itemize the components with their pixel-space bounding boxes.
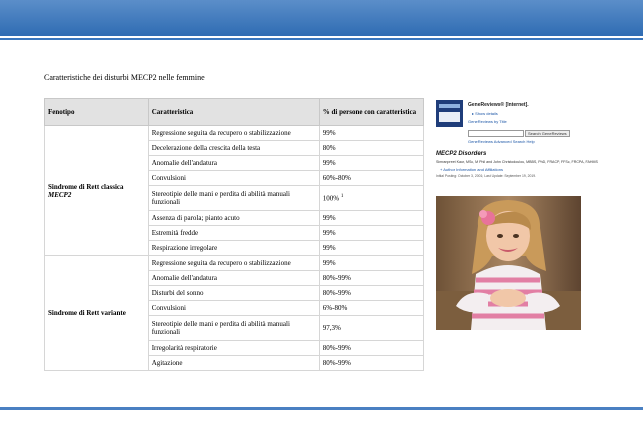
pct-cell: 80%-99% [319,341,423,356]
top-banner [0,0,643,36]
genereviews-title: GeneReviews® [Internet]. [468,102,529,108]
group-gene: MECP2 [48,190,72,199]
pct-cell: 99% [319,156,423,171]
pct-cell: 99% [319,241,423,256]
header-fenotipo: Fenotipo [45,99,149,126]
table-header-row [45,99,424,126]
pct-cell: 99% [319,226,423,241]
feature-cell: Agitazione [148,356,319,371]
feature-cell: Irregolarità respiratorie [148,341,319,356]
posting-dates: Initial Posting: October 3, 2001; Last Update: September 19, 2019. [436,174,537,178]
help-link[interactable]: Help [526,139,535,144]
pct-cell: 99% [319,256,423,271]
feature-cell: Anomalie dell'andatura [148,271,319,286]
feature-cell: Disturbi del sonno [148,286,319,301]
table-row [45,126,424,141]
feature-cell: Regressione seguita da recupero o stabilizzazione [148,126,319,141]
top-divider [0,38,643,40]
pct-cell [319,186,423,211]
search-button[interactable]: Search GeneReviews [525,130,570,137]
article-authors: Simranpreet Kaur, MSc, M Phil and John Christodoulou, MBBS, PhD, FRACP, FFSc, FRCPA, FAHMS [436,160,598,164]
feature-cell: Anomalie dell'andatura [148,156,319,171]
pct-value: 100% [322,194,340,203]
header-caratteristica: Caratteristica [148,99,319,126]
bottom-divider [0,407,643,410]
feature-cell: Stereotipie delle mani e perdita di abilità manuali funzionali [148,316,319,341]
pct-cell: 99% [319,126,423,141]
pct-cell: 80%-99% [319,356,423,371]
genereviews-book-icon [436,100,463,127]
by-title-link[interactable]: GeneReviews by Title [468,119,507,124]
article-heading: MECP2 Disorders [436,151,487,157]
table-caption: Caratteristiche dei disturbi MECP2 nelle femmine [44,73,205,82]
feature-cell: Convulsioni [148,301,319,316]
feature-cell: Assenza di parola; pianto acuto [148,211,319,226]
group-name: Sindrome di Rett classica [48,182,124,191]
child-photo [436,196,581,330]
show-details-link[interactable]: ▸ Show details [472,111,498,116]
feature-cell: Stereotipie delle mani e perdita di abilità manuali funzionali [148,186,319,211]
search-input[interactable] [468,130,524,137]
pct-cell: 60%-80% [319,171,423,186]
features-table [44,98,424,371]
affiliations-link[interactable]: + Author Information and Affiliations [440,167,503,172]
pct-cell: 99% [319,211,423,226]
pct-cell: 97,3% [319,316,423,341]
pct-cell: 6%-80% [319,301,423,316]
feature-cell: Regressione seguita da recupero o stabilizzazione [148,256,319,271]
group-classica [45,126,149,256]
feature-cell: Convulsioni [148,171,319,186]
header-percentuale: % di persone con caratteristica [319,99,423,126]
feature-cell: Respirazione irregolare [148,241,319,256]
pct-cell: 80% [319,141,423,156]
feature-cell: Estremità fredde [148,226,319,241]
pct-cell: 80%-99% [319,286,423,301]
pct-cell: 80%-99% [319,271,423,286]
group-variante: Sindrome di Rett variante [45,256,149,371]
footnote-link[interactable]: 1 [340,194,344,200]
advanced-search-link[interactable]: GeneReviews Advanced Search Help [468,139,535,144]
child-photo-illustration [436,196,581,330]
feature-cell: Decelerazione della crescita della testa [148,141,319,156]
table-row [45,256,424,271]
